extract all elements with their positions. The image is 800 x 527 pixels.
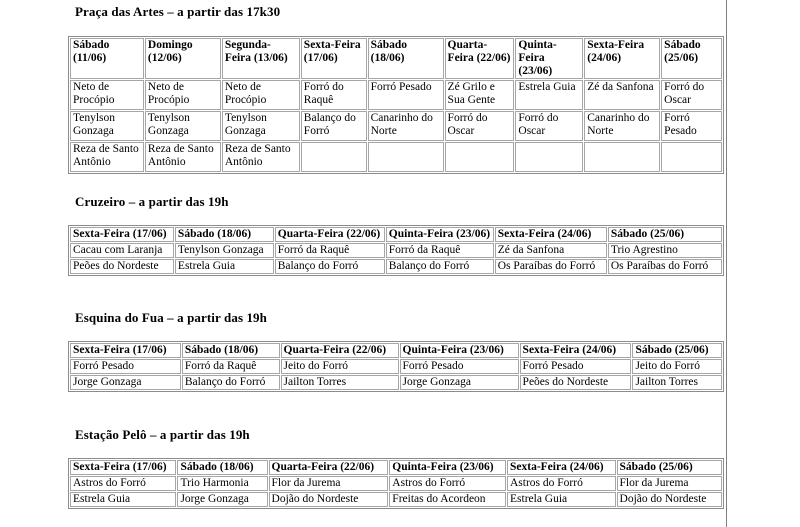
table-cell: Astros do Forró (507, 476, 616, 491)
table-cell: Forró Pesado (661, 111, 722, 141)
section-title-estacao: Estação Pelô – a partir das 19h (75, 427, 250, 442)
table-cell: Astros do Forró (389, 476, 506, 491)
table-cell: Peões do Nordeste (520, 375, 632, 390)
header-cell: Sábado (25/06) (661, 38, 722, 79)
table-cell: Forró do Oscar (445, 111, 515, 141)
header-cell: Sexta-Feira (24/06) (520, 343, 632, 358)
table-cell: Forró da Raquê (182, 359, 280, 374)
header-cell: Sexta-Feira (17/06) (70, 227, 174, 242)
schedule-table-estacao (68, 458, 724, 509)
header-cell: Sexta-Feira (24/06) (507, 460, 616, 475)
table-row (70, 492, 722, 507)
table-header-row (70, 38, 722, 79)
table-cell: Neto de Procópio (145, 80, 221, 110)
table-row (70, 259, 722, 274)
header-cell: Quinta-Feira (23/06) (389, 460, 506, 475)
header-cell: Sábado (25/06) (632, 343, 722, 358)
header-cell: Quinta-Feira (23/06) (515, 38, 583, 79)
table-cell: Tenylson Gonzaga (70, 111, 144, 141)
table-cell (445, 142, 515, 172)
table-cell: Forró do Oscar (515, 111, 583, 141)
header-cell: Domingo (12/06) (145, 38, 221, 79)
table-cell: Balanço do Forró (386, 259, 494, 274)
table-cell: Zé da Sanfona (495, 243, 607, 258)
table-cell: Dojão do Nordeste (617, 492, 722, 507)
table-cell (515, 142, 583, 172)
table-header-row (70, 460, 722, 475)
table-cell: Jeito do Forró (632, 359, 722, 374)
header-cell: Sábado (18/06) (368, 38, 444, 79)
table-cell: Estrela Guia (70, 492, 176, 507)
table-row (70, 359, 722, 374)
table-cell: Os Paraíbas do Forró (608, 259, 722, 274)
header-cell: Sexta-Feira (24/06) (584, 38, 660, 79)
header-cell: Quinta-Feira (23/06) (400, 343, 519, 358)
schedule-table-praca (68, 36, 724, 174)
schedule-table-cruzeiro (68, 225, 724, 276)
table-cell: Peões do Nordeste (70, 259, 174, 274)
table-cell: Canarinho do Norte (368, 111, 444, 141)
header-cell: Sábado (25/06) (617, 460, 722, 475)
table-cell: Forró da Raquê (275, 243, 385, 258)
table-row (70, 476, 722, 491)
table-cell: Freitas do Acordeon (389, 492, 506, 507)
section-title-esquina: Esquina do Fua – a partir das 19h (75, 310, 267, 325)
table-row (70, 243, 722, 258)
window-gutter (727, 0, 800, 527)
header-cell: Sábado (18/06) (182, 343, 280, 358)
table-cell: Jorge Gonzaga (177, 492, 267, 507)
table-cell: Tenylson Gonzaga (175, 243, 274, 258)
table-cell: Reza de Santo Antônio (222, 142, 300, 172)
table-header-row (70, 343, 722, 358)
table-cell: Flor da Jurema (269, 476, 389, 491)
table-cell (584, 142, 660, 172)
header-cell: Sábado (25/06) (608, 227, 722, 242)
table-cell: Jeito do Forró (281, 359, 399, 374)
table-cell: Balanço do Forró (275, 259, 385, 274)
header-cell: Sexta-Feira (17/06) (301, 38, 367, 79)
table-cell: Jorge Gonzaga (400, 375, 519, 390)
table-cell: Neto de Procópio (70, 80, 144, 110)
table-cell: Balanço do Forró (301, 111, 367, 141)
header-cell: Quarta-Feira (22/06) (281, 343, 399, 358)
header-cell: Quarta-Feira (22/06) (445, 38, 515, 79)
header-cell: Sábado (18/06) (177, 460, 267, 475)
table-cell (661, 142, 722, 172)
table-cell: Forró da Raquê (386, 243, 494, 258)
table-cell: Os Paraíbas do Forró (495, 259, 607, 274)
table-cell: Estrela Guia (175, 259, 274, 274)
table-cell: Forró Pesado (368, 80, 444, 110)
table-cell: Dojão do Nordeste (269, 492, 389, 507)
table-cell: Trio Agrestino (608, 243, 722, 258)
table-cell: Tenylson Gonzaga (222, 111, 300, 141)
table-cell: Forró Pesado (400, 359, 519, 374)
table-row (70, 142, 722, 172)
table-cell: Zé Grilo e Sua Gente (445, 80, 515, 110)
table-cell: Cacau com Laranja (70, 243, 174, 258)
table-cell: Forró Pesado (70, 359, 181, 374)
table-row (70, 80, 722, 110)
header-cell: Quarta-Feira (22/06) (275, 227, 385, 242)
table-cell: Forró do Raquê (301, 80, 367, 110)
header-cell: Sábado (18/06) (175, 227, 274, 242)
table-cell: Astros do Forró (70, 476, 176, 491)
header-cell: Quarta-Feira (22/06) (269, 460, 389, 475)
table-cell: Canarinho do Norte (584, 111, 660, 141)
table-cell: Reza de Santo Antônio (70, 142, 144, 172)
section-title-cruzeiro: Cruzeiro – a partir das 19h (75, 194, 229, 209)
table-cell: Jailton Torres (632, 375, 722, 390)
table-row (70, 375, 722, 390)
table-cell: Jorge Gonzaga (70, 375, 181, 390)
schedule-table-esquina (68, 341, 724, 392)
section-title-praca: Praça das Artes – a partir das 17k30 (75, 4, 281, 19)
table-cell: Zé da Sanfona (584, 80, 660, 110)
table-cell: Balanço do Forró (182, 375, 280, 390)
table-cell: Estrela Guia (507, 492, 616, 507)
table-cell: Neto de Procópio (222, 80, 300, 110)
table-cell: Reza de Santo Antônio (145, 142, 221, 172)
table-cell: Jailton Torres (281, 375, 399, 390)
header-cell: Sexta-Feira (17/06) (70, 343, 181, 358)
header-cell: Quinta-Feira (23/06) (386, 227, 494, 242)
table-cell: Forró Pesado (520, 359, 632, 374)
header-cell: Segunda-Feira (13/06) (222, 38, 300, 79)
table-cell: Flor da Jurema (617, 476, 722, 491)
header-cell: Sábado (11/06) (70, 38, 144, 79)
table-cell: Trio Harmonia (177, 476, 267, 491)
table-row (70, 111, 722, 141)
table-cell: Tenylson Gonzaga (145, 111, 221, 141)
header-cell: Sexta-Feira (24/06) (495, 227, 607, 242)
table-cell: Estrela Guia (515, 80, 583, 110)
table-cell (368, 142, 444, 172)
table-cell (301, 142, 367, 172)
table-header-row (70, 227, 722, 242)
header-cell: Sexta-Feira (17/06) (70, 460, 176, 475)
table-cell: Forró do Oscar (661, 80, 722, 110)
